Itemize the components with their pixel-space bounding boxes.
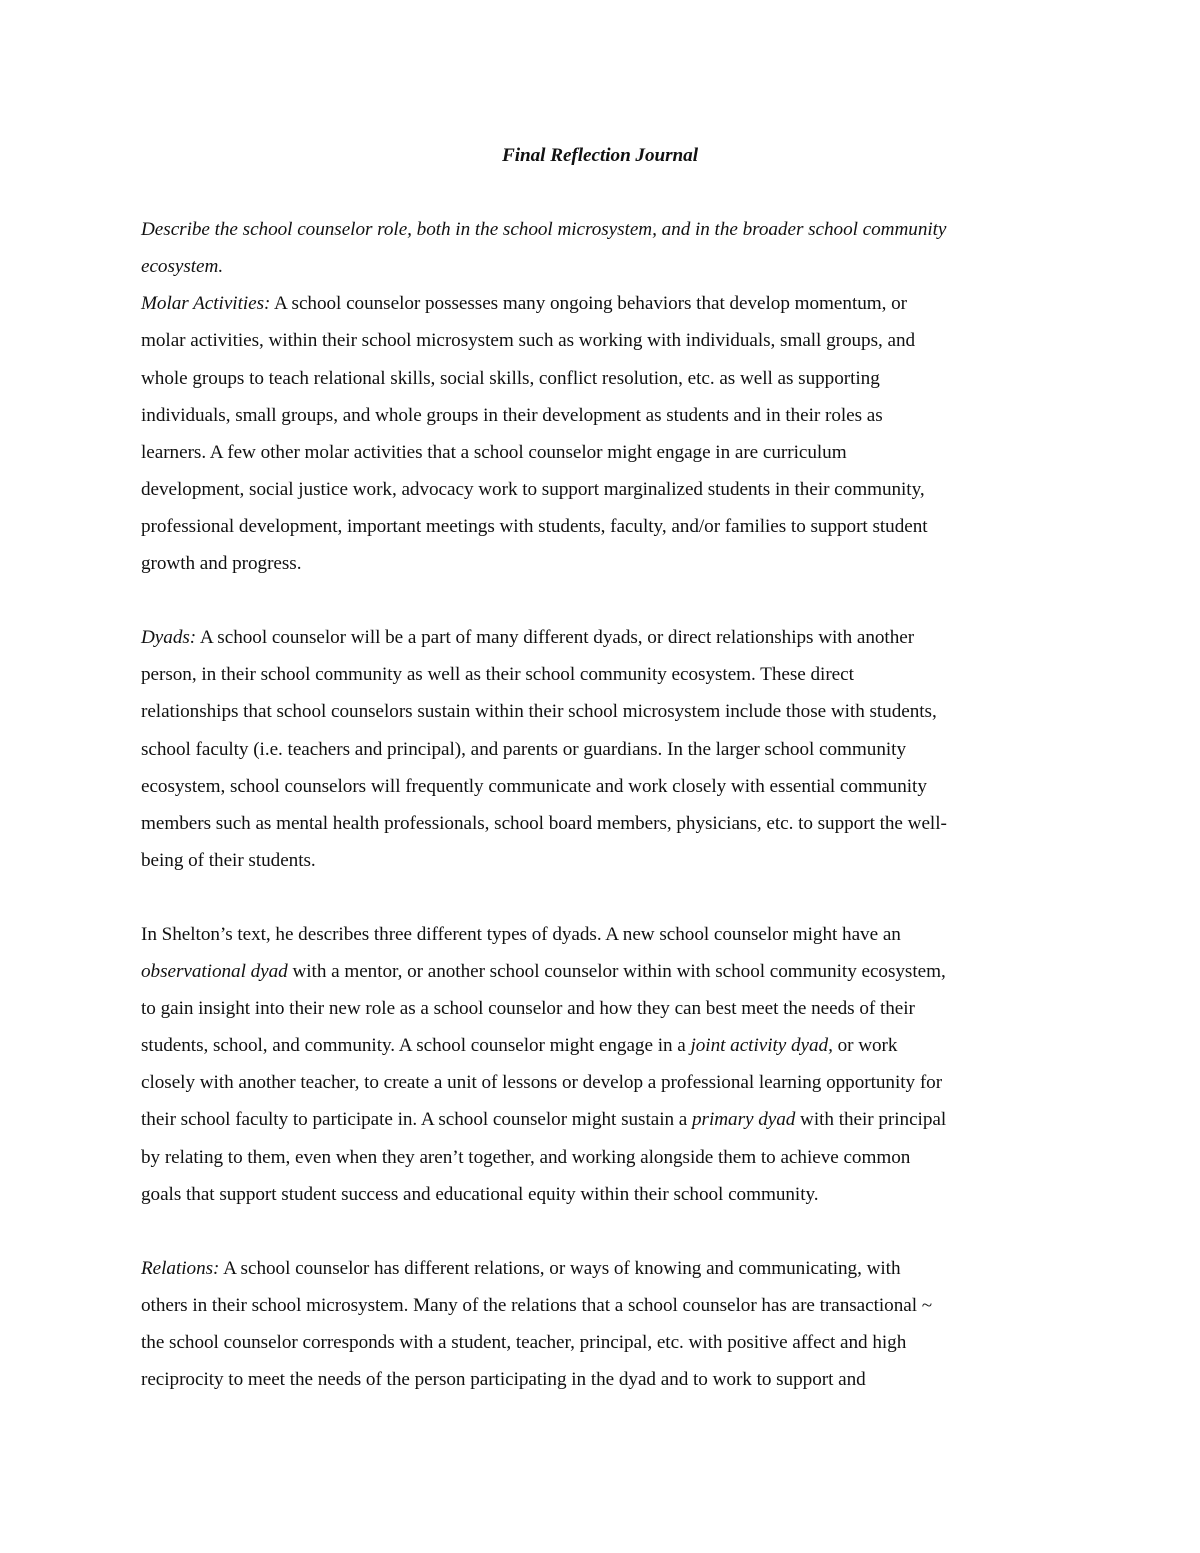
relations-paragraph-line [141,1250,1059,1287]
molar-paragraph-line: development, social justice work, advocacy work to support marginalized students in their community, [141,478,925,500]
document-body [141,137,1059,1398]
paragraph-gap [141,879,1059,916]
shelton-paragraph-line [141,953,1059,990]
shelton-line-text: with a mentor, or another school counselor within with school community ecosystem, [287,961,946,983]
shelton-paragraph-line: closely with another teacher, to create a unit of lessons or develop a professional learning opportunity for [141,1072,943,1094]
relations-paragraph-line: others in their school microsystem. Many of the relations that a school counselor has are transactional ~ [141,1294,933,1316]
molar-paragraph-line: individuals, small groups, and whole groups in their development as students and in their roles as [141,404,883,426]
molar-paragraph-line: learners. A few other molar activities that a school counselor might engage in are curriculum [141,441,847,463]
dyads-paragraph-line [141,619,1059,656]
shelton-paragraph-line: In Shelton’s text, he describes three different types of dyads. A new school counselor might have an [141,923,901,945]
document-title: Final Reflection Journal [501,145,699,166]
relations-label: Relations: [141,1257,220,1279]
observational-dyad-term: observational dyad [141,961,288,983]
shelton-paragraph-line: to gain insight into their new role as a school counselor and how they can best meet the needs of their [141,998,915,1020]
dyads-paragraph-line: being of their students. [141,849,316,871]
dyads-paragraph-line: members such as mental health professionals, school board members, physicians, etc. to support the well- [141,812,947,834]
dyads-line-text: A school counselor will be a part of many different dyads, or direct relationships with another [196,627,915,649]
paragraph-gap [141,1213,1059,1250]
molar-paragraph-line: molar activities, within their school microsystem such as working with individuals, small groups, and [141,330,916,352]
relations-line-text: A school counselor has different relations, or ways of knowing and communicating, with [219,1257,901,1279]
dyads-label: Dyads: [141,627,197,649]
molar-line-text: A school counselor possesses many ongoing behaviors that develop momentum, or [270,293,908,315]
relations-paragraph-line: the school counselor corresponds with a student, teacher, principal, etc. with positive affect and high [141,1332,907,1353]
shelton-line-text: or work [832,1035,898,1057]
title-spacer [141,174,1059,211]
shelton-paragraph-line [141,1027,1059,1064]
prompt-line: Describe the school counselor role, both in the school microsystem, and in the broader school community [141,219,947,241]
relations-paragraph-line: reciprocity to meet the needs of the person participating in the dyad and to work to support and [141,1369,866,1391]
molar-paragraph-line: whole groups to teach relational skills, social skills, conflict resolution, etc. as well as supporting [141,367,880,389]
shelton-line-text: students, school, and community. A school counselor might engage in a [141,1035,691,1057]
prompt-line: ecosystem. [141,256,224,278]
joint-activity-dyad-term: joint activity dyad, [690,1035,833,1057]
shelton-line-text: their school faculty to participate in. A school counselor might sustain a [141,1109,692,1131]
molar-paragraph-line: growth and progress. [141,553,302,575]
dyads-paragraph-line: relationships that school counselors sustain within their school microsystem include those with students, [141,701,937,723]
shelton-paragraph-line: goals that support student success and educational equity within their school community. [141,1183,819,1205]
shelton-paragraph-line: by relating to them, even when they aren’t together, and working alongside them to achieve common [141,1146,911,1168]
dyads-paragraph-line: school faculty (i.e. teachers and principal), and parents or guardians. In the larger school community [141,738,906,760]
dyads-paragraph-line: ecosystem, school counselors will frequently communicate and work closely with essential community [141,775,927,797]
shelton-paragraph-line [141,1101,1059,1138]
paragraph-gap [141,582,1059,619]
molar-activities-label: Molar Activities: [141,293,271,315]
dyads-paragraph-line: person, in their school community as well as their school community ecosystem. These direct [141,664,854,686]
primary-dyad-term: primary dyad [691,1109,796,1131]
molar-paragraph-line: professional development, important meetings with students, faculty, and/or families to support student [141,515,928,537]
molar-paragraph-line [141,285,1059,322]
shelton-line-text: with their principal [795,1109,947,1131]
